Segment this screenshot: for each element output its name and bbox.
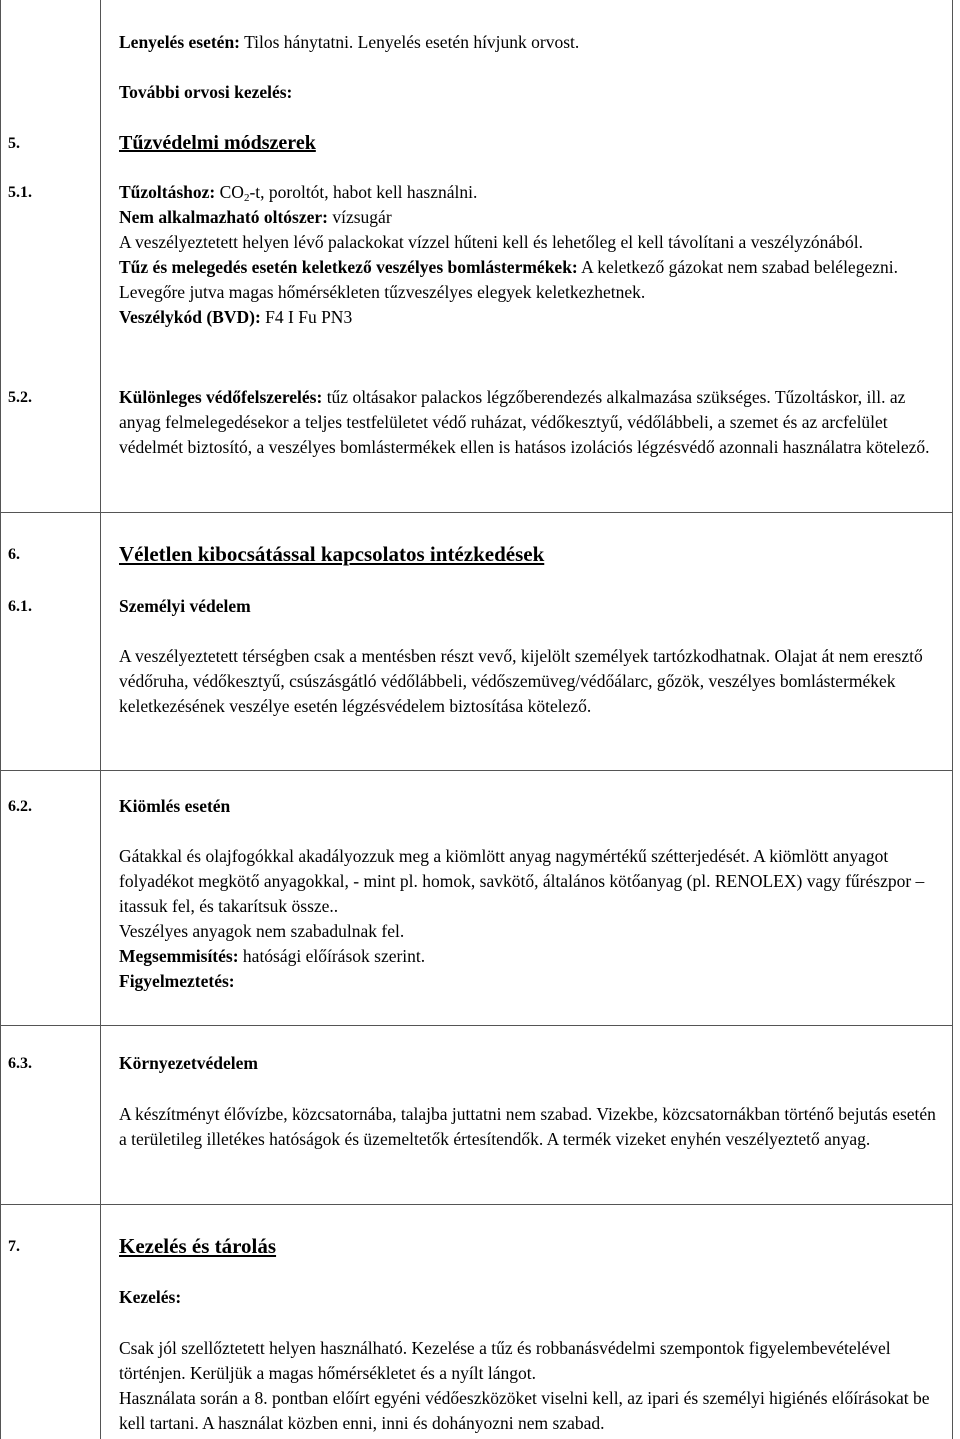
section-7-number: 7. <box>8 1238 20 1255</box>
environment-text: A készítményt élővízbe, közcsatornába, talajba juttatni nem szabad. Vizekbe, közcsatornákban történő bejutás esetén a területileg illetékes hatóságok és üzemeltetők értesítendők. A termék vizeket enyhén veszélyeztető anyag. <box>119 1104 936 1149</box>
fire-products-paragraph <box>119 255 939 305</box>
swallow-text: Tilos hánytatni. Lenyelés esetén hívjunk orvost. <box>240 32 580 52</box>
handling-text-2: Használata során a 8. pontban előírt egyéni védőeszközöket viselni kell, az ipari és személyi higiénés előírásokat be kell tartani. A használat közben enni, inni és dohányozni nem szabad. <box>119 1388 930 1433</box>
not-usable-text: vízsugár <box>327 207 392 227</box>
extinguish-text: -t, poroltót, habot kell használni. <box>249 182 478 202</box>
section-6-3-number: 6.3. <box>8 1055 32 1072</box>
column-divider <box>100 0 101 1439</box>
warning-label: Figyelmeztetés: <box>119 971 235 991</box>
section-5-number: 5. <box>8 135 20 152</box>
spill-text: Gátakkal és olajfogókkal akadályozzuk meg a kiömlött anyag nagymértékű szétterjedését. A kiömlött anyagot folyadékot megkötő anyagokkal, - mint pl. homok, savkötő, általános kötőanyag (pl. RENOLEX) vagy fűrészpor – itassuk fel, és takarítsuk össze.. <box>119 846 925 916</box>
divider <box>0 1204 953 1205</box>
fire-products-text: A keletkező gázokat nem szabad belélegezni. Levegőre jutva magas hőmérsékleten tűzveszélyes elegyek keletkezhetnek. <box>119 257 898 302</box>
cooling-paragraph: A veszélyeztetett helyen lévő palackokat vízzel hűteni kell és lehetőleg el kell távolítani a veszélyzónából. <box>119 232 863 252</box>
section-6-number: 6. <box>8 546 20 563</box>
personal-protection-text: A veszélyeztetett térségben csak a mentésben részt vevő, kijelölt személyek tartózkodhatnak. Olajat át nem eresztő védőruha, védőkesztyű, csúszásgátló védőlábbeli, védőszemüveg/védőálarc, gőzök, veszélyes bomlástermékek keletkezésének veszélye esetén légzésvédelem biztosítása kötelező. <box>119 646 923 716</box>
special-equipment-text: tűz oltásakor palackos légzőberendezés alkalmazása szükséges. Tűzoltáskor, ill. az anyag felmelegedésekor a teljes testfelületet védő ruházat, védőkesztyű, védőlábbeli, a szemet és az arcfelület védelmét biztosító, a veszélyes bomlástermékek ellen is hatásos izolációs légzésvédő azonnali használatra kötelező. <box>119 387 930 457</box>
section-6-1-number: 6.1. <box>8 598 32 615</box>
section-5-2-number: 5.2. <box>8 389 32 406</box>
not-usable-label: Nem alkalmazható oltószer: <box>119 207 328 227</box>
section-7-title: Kezelés és tárolás <box>119 1234 277 1258</box>
section-6-2-number: 6.2. <box>8 798 32 815</box>
hazard-code-paragraph <box>119 305 939 330</box>
disposal-label: Megsemmisítés: <box>119 946 239 966</box>
extinguish-paragraph <box>119 180 939 205</box>
divider <box>0 770 953 771</box>
section-5-title: Tűzvédelmi módszerek <box>119 132 316 154</box>
handling-label: Kezelés: <box>119 1287 182 1307</box>
section-6-2-title: Kiömlés esetén <box>119 796 231 816</box>
section-6-title: Véletlen kibocsátással kapcsolatos intézkedések <box>119 542 545 566</box>
fire-products-label: Tűz és melegedés esetén keletkező veszélyes bomlástermékek: <box>119 257 578 277</box>
disposal-paragraph <box>119 944 939 969</box>
further-treatment-label: További orvosi kezelés: <box>119 82 293 102</box>
section-6-1-title: Személyi védelem <box>119 596 251 616</box>
extinguish-co: CO <box>215 182 244 202</box>
swallow-label: Lenyelés esetén: <box>119 32 241 52</box>
disposal-text: hatósági előírások szerint. <box>238 946 426 966</box>
extinguish-sub: 2 <box>243 192 250 204</box>
section-5-1-number: 5.1. <box>8 184 32 201</box>
handling-text-1: Csak jól szellőztetett helyen használható. Kezelése a tűz és robbanásvédelmi szempontok figyelembevételével történjen. Kerüljük a magas hőmérsékletet és a nyílt lángot. <box>119 1338 891 1383</box>
right-border <box>952 0 953 1439</box>
special-equipment-paragraph <box>119 385 939 460</box>
section-6-3-title: Környezetvédelem <box>119 1053 258 1073</box>
divider <box>0 512 953 513</box>
spill-text-2: Veszélyes anyagok nem szabadulnak fel. <box>119 921 405 941</box>
not-usable-paragraph <box>119 205 939 230</box>
hazard-code-text: F4 I Fu PN3 <box>260 307 353 327</box>
divider <box>0 1025 953 1026</box>
swallow-paragraph <box>119 30 939 55</box>
extinguish-label: Tűzoltáshoz: <box>119 182 216 202</box>
special-equipment-label: Különleges védőfelszerelés: <box>119 387 323 407</box>
hazard-code-label: Veszélykód (BVD): <box>119 307 261 327</box>
left-border <box>0 0 1 1439</box>
